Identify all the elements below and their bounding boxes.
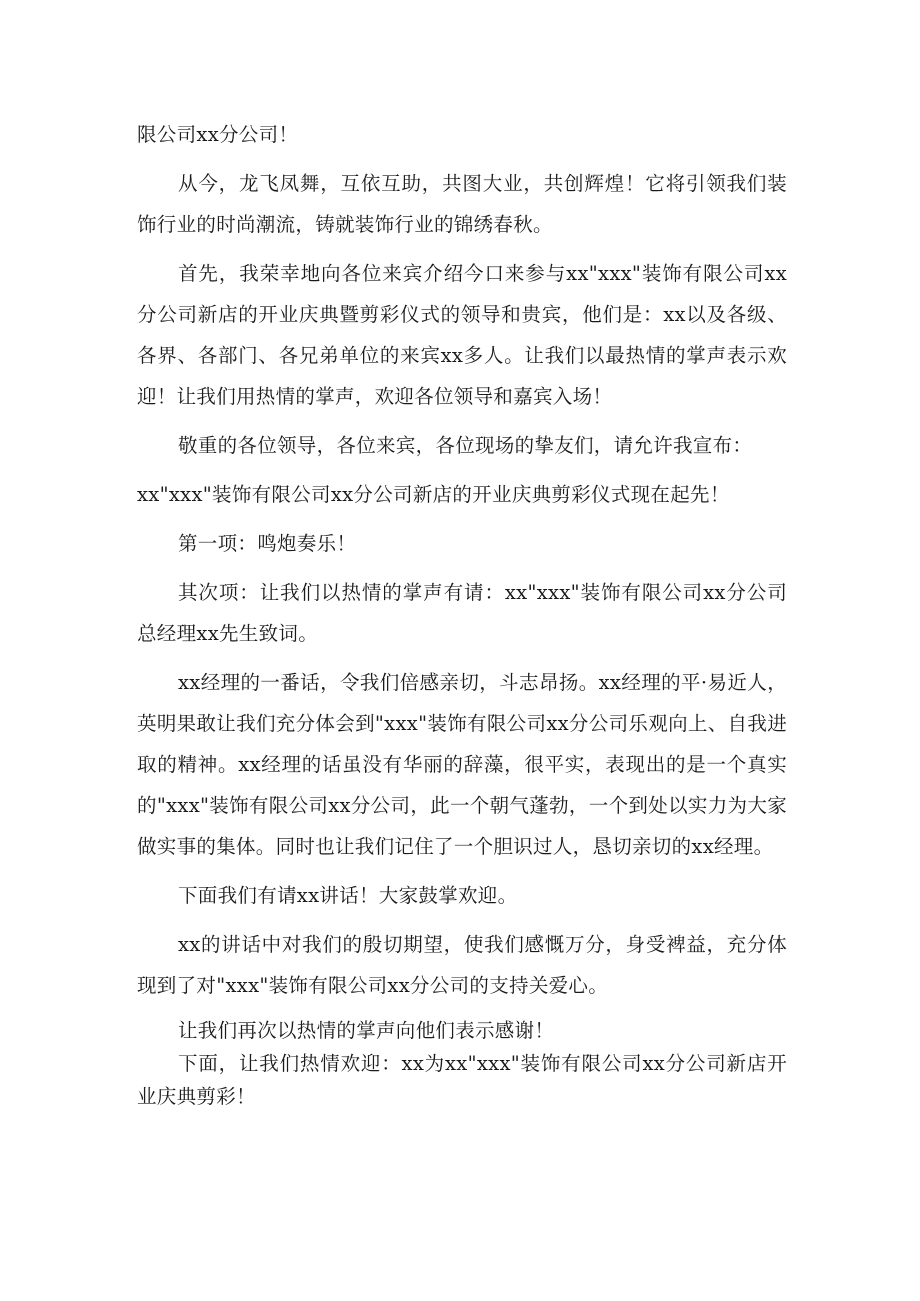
paragraph-5: xx"xxx"装饰有限公司xx分公司新店的开业庆典剪彩仪式现在起先！ [137, 483, 730, 506]
paragraph-7: 其次项：让我们以热情的掌声有请：xx"xxx"装饰有限公司xx分公司总经理xx先生致词。 [137, 581, 787, 645]
paragraph-12: 下面，让我们热情欢迎：xx为xx"xxx"装饰有限公司xx分公司新店开业庆典剪彩！ [137, 1052, 787, 1108]
paragraph-9: 下面我们有请xx讲话！大家鼓掌欢迎。 [178, 884, 518, 907]
paragraph-2: 从今，龙飞凤舞，互依互助，共图大业，共创辉煌！它将引领我们装饰行业的时尚潮流，铸就装饰行业的锦绣春秋。 [137, 172, 787, 236]
paragraph-10: xx的讲话中对我们的殷切期望，使我们感慨万分，身受裨益，充分体现到了对"xxx"装饰有限公司xx分公司的支持关爱心。 [137, 933, 787, 997]
document-body [137, 114, 787, 1113]
paragraph-11: 让我们再次以热情的掌声向他们表示感谢！ [178, 1019, 555, 1042]
paragraph-8: xx经理的一番话，令我们倍感亲切，斗志昂扬。xx经理的平·易近人，英明果敢让我们充分体会到"xxx"装饰有限公司xx分公司乐观向上、自我进取的精神。xx经理的话虽没有华丽的辞藻，很平实，表现出的是一个真实的"xxx"装饰有限公司xx分公司，此一个朝气蓬勃，一个到处以实力为大家做实事的集体。同时也让我们记住了一个胆识过人，恳切亲切的xx经理。 [137, 671, 787, 858]
paragraph-4: 敬重的各位领导，各位来宾，各位现场的挚友们，请允许我宣布： [178, 434, 753, 457]
paragraph-3: 首先，我荣幸地向各位来宾介绍今口来参与xx"xxx"装饰有限公司xx分公司新店的开业庆典暨剪彩仪式的领导和贵宾，他们是：xx以及各级、各界、各部门、各兄弟单位的来宾xx多人。让我们以最热情的掌声表示欢迎！让我们用热情的掌声，欢迎各位领导和嘉宾入场！ [137, 262, 787, 408]
paragraph-6: 第一项：鸣炮奏乐！ [178, 532, 357, 555]
paragraph-1: 限公司xx分公司！ [137, 123, 299, 146]
